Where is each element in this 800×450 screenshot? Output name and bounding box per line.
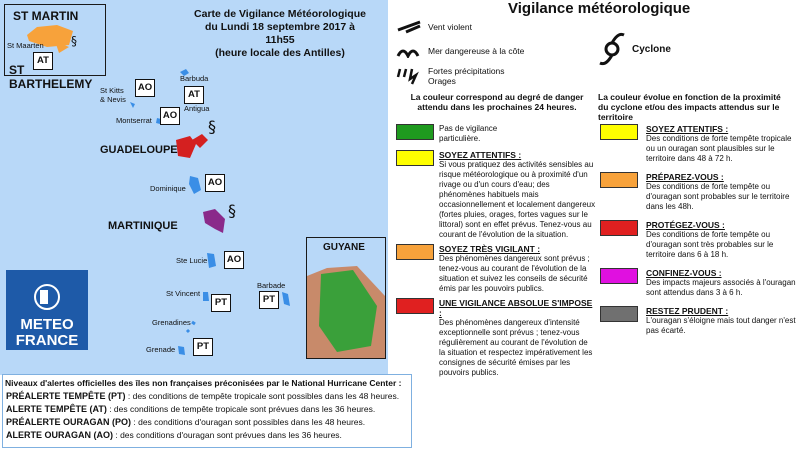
right-intro: La couleur évolue en fonction de la proximité du cyclone et/ou des impacts attendus sur le territoire — [598, 92, 781, 122]
level-swatch — [600, 268, 638, 284]
island-guadeloupe — [176, 134, 208, 158]
level-content — [439, 244, 596, 294]
level-heading: SOYEZ ATTENTIFS : — [646, 124, 729, 134]
level-item — [600, 268, 796, 298]
island-dominique — [189, 176, 201, 194]
phenomenon-item — [396, 64, 596, 88]
vigilance-title: Vigilance météorologique — [508, 0, 691, 17]
level-text: Des phénomènes dangereux d'intensité exceptionnelle sont prévus ; tenez-vous régulièrement au courant de l'évolution de la situation et respectez impérativement les consignes de sécurité émises par les pouvoirs publics. — [439, 318, 593, 377]
level-content — [646, 172, 796, 212]
tag-grenade: PT — [193, 338, 213, 356]
level-item — [600, 220, 796, 260]
level-text: Des phénomènes dangereux sont prévus ; tenez-vous au courant de l'évolution de la situation et suivez les conseils de sécurité émis par les pouvoirs publics. — [439, 254, 590, 293]
rain-storm-icon — [396, 67, 422, 85]
map-panel — [0, 0, 388, 375]
label-stelucie: Ste Lucie — [176, 256, 208, 265]
level-content — [646, 220, 796, 260]
inset-stmartin — [4, 4, 106, 91]
island-stelucie — [207, 253, 216, 268]
nhc-row — [6, 391, 411, 401]
nhc-row-label: PRÉALERTE OURAGAN (PO) — [6, 417, 132, 427]
nhc-row-label: ALERTE OURAGAN (AO) — [6, 430, 113, 440]
nhc-legend — [2, 374, 412, 448]
level-heading: CONFINEZ-VOUS : — [646, 268, 722, 278]
level-content — [439, 298, 596, 378]
map-title-line-3: (heure locale des Antilles) — [215, 47, 345, 59]
label-st-maarten: St Maarten — [7, 41, 44, 50]
island-martinique — [203, 209, 225, 233]
island-grenade — [178, 346, 185, 355]
level-text: Des impacts majeurs associés à l'ouragan sont attendus dans 3 à 6 h. — [646, 278, 796, 297]
level-swatch — [396, 124, 434, 140]
level-item — [396, 298, 596, 378]
level-heading: RESTEZ PRUDENT : — [646, 306, 729, 316]
island-stvincent — [203, 292, 209, 301]
level-text: Si vous pratiquez des activités sensibles au risque météorologique ou à proximité d'un rivage ou d'un cours d'eau; des phénomènes habituels mais occasionnellement et localement dangereux (fortes pluies, orages, fortes vagues sur le littoral) sont en effet prévus. Tenez-vous au courant de l'évolution de la situation. — [439, 160, 596, 239]
guyane-svg — [307, 256, 385, 358]
level-item — [600, 124, 796, 164]
level-heading: UNE VIGILANCE ABSOLUE S'IMPOSE : — [439, 298, 593, 318]
cyclone-marker-icon: § — [228, 201, 236, 220]
nhc-row — [6, 404, 411, 414]
level-text: Des conditions de forte tempête tropicale ou un ouragan sont plausibles sur le territoire dans 48 à 72 h. — [646, 134, 792, 163]
level-text: Des conditions de forte tempête ou d'ouragan sont probables sur le territoire dans les 48h. — [646, 182, 790, 211]
level-swatch — [600, 306, 638, 322]
nhc-row-label: PRÉALERTE TEMPÊTE (PT) — [6, 391, 126, 401]
tag-stvincent: PT — [211, 294, 231, 312]
level-item — [396, 244, 596, 294]
level-heading: PROTÉGEZ-VOUS : — [646, 220, 725, 230]
tag-montserrat: AO — [160, 107, 180, 125]
cyclone-label: Cyclone — [632, 43, 671, 55]
nhc-row-text: : des conditions de tempête tropicale sont possibles dans les 48 heures. — [125, 391, 400, 401]
island-barbade — [282, 292, 290, 306]
nhc-heading: Niveaux d'alertes officielles des îles non françaises préconisées par le National Hurricane Center : — [5, 378, 402, 388]
nhc-row — [6, 430, 411, 440]
map-title-line-1: Carte de Vigilance Météorologique — [194, 8, 366, 20]
nhc-row-text: : des conditions d'ouragan sont prévues dans les 36 heures. — [113, 430, 342, 440]
label-dominique: Dominique — [150, 184, 186, 193]
tag-dominique: AO — [205, 174, 225, 192]
level-item — [600, 306, 796, 336]
svg-text:§: § — [71, 34, 77, 48]
tag-stkitts: AO — [135, 79, 155, 97]
label-stkitts: St Kitts & Nevis — [100, 86, 126, 104]
level-heading: PRÉPAREZ-VOUS : — [646, 172, 724, 182]
phenomenon-item — [396, 16, 596, 38]
phenomenon-label: Vent violent — [428, 22, 472, 32]
phenomenon-item — [396, 40, 596, 62]
level-content — [439, 150, 596, 240]
level-item — [396, 124, 596, 144]
cyclone-legend — [598, 32, 671, 66]
level-item — [396, 150, 596, 240]
level-text: L'ouragan s'éloigne mais tout danger n'est pas écarté. — [646, 316, 796, 335]
map-title — [190, 8, 370, 60]
cyclone-icon — [598, 32, 626, 66]
map-title-line-2: du Lundi 18 septembre 2017 à 11h55 — [205, 21, 355, 46]
phenomenon-label: Fortes précipitations Orages — [428, 66, 505, 86]
cyclone-marker-icon: § — [208, 117, 216, 136]
level-swatch — [600, 124, 638, 140]
tag-barbade: PT — [259, 291, 279, 309]
nhc-row — [6, 417, 411, 427]
label-martinique: MARTINIQUE — [108, 220, 178, 232]
level-swatch — [396, 298, 434, 314]
label-barbade: Barbade — [257, 281, 286, 290]
level-text: Pas de vigilance particulière. — [439, 124, 498, 143]
level-swatch — [600, 172, 638, 188]
inset-title: ST MARTIN — [13, 9, 79, 23]
label-antigua: Antigua — [184, 104, 210, 113]
right-levels — [600, 124, 796, 336]
label-barbuda: Barbuda — [180, 74, 209, 83]
phenomenon-label: Mer dangereuse à la côte — [428, 46, 525, 56]
wave-icon — [396, 44, 422, 58]
level-text: Des conditions de forte tempête ou d'ouragan sont très probables sur le territoire dans 6 à 18 h. — [646, 230, 774, 259]
guyane-title: GUYANE — [323, 242, 365, 253]
level-swatch — [396, 150, 434, 166]
logo-line-2: FRANCE — [15, 332, 79, 349]
inset-title-2: ST BARTHELEMY — [9, 63, 93, 91]
level-content — [646, 124, 796, 164]
label-montserrat: Montserrat — [116, 116, 152, 125]
nhc-row-text: : des conditions d'ouragan sont possibles dans les 48 heures. — [131, 417, 366, 427]
tag-stelucie: AO — [224, 251, 244, 269]
meteo-france-logo — [6, 270, 88, 350]
level-swatch — [600, 220, 638, 236]
level-content — [646, 268, 796, 298]
label-guadeloupe: GUADELOUPE — [100, 144, 178, 156]
nhc-row-text: : des conditions de tempête tropicale sont prévues dans les 36 heures. — [106, 404, 376, 414]
logo-line-1: METEO — [20, 316, 74, 333]
label-grenade: Grenade — [146, 345, 176, 354]
nhc-row-label: ALERTE TEMPÊTE (AT) — [6, 404, 107, 414]
inset-guyane — [306, 237, 386, 359]
level-item — [600, 172, 796, 212]
tag-antigua: AT — [184, 86, 204, 104]
phenomenon-legend — [396, 16, 596, 88]
level-heading: SOYEZ TRÈS VIGILANT : — [439, 244, 541, 254]
label-grenadines: Grenadines — [152, 318, 191, 327]
tag-st-maarten: AT — [33, 52, 53, 70]
wind-icon — [396, 20, 422, 34]
left-levels — [396, 124, 596, 378]
level-heading: SOYEZ ATTENTIFS : — [439, 150, 522, 160]
left-intro: La couleur correspond au degré de danger attendu dans les prochaines 24 heures. — [410, 92, 584, 112]
label-stvincent: St Vincent — [166, 289, 201, 298]
logo-emblem-icon — [32, 282, 62, 312]
level-content — [646, 306, 796, 336]
level-swatch — [396, 244, 434, 260]
